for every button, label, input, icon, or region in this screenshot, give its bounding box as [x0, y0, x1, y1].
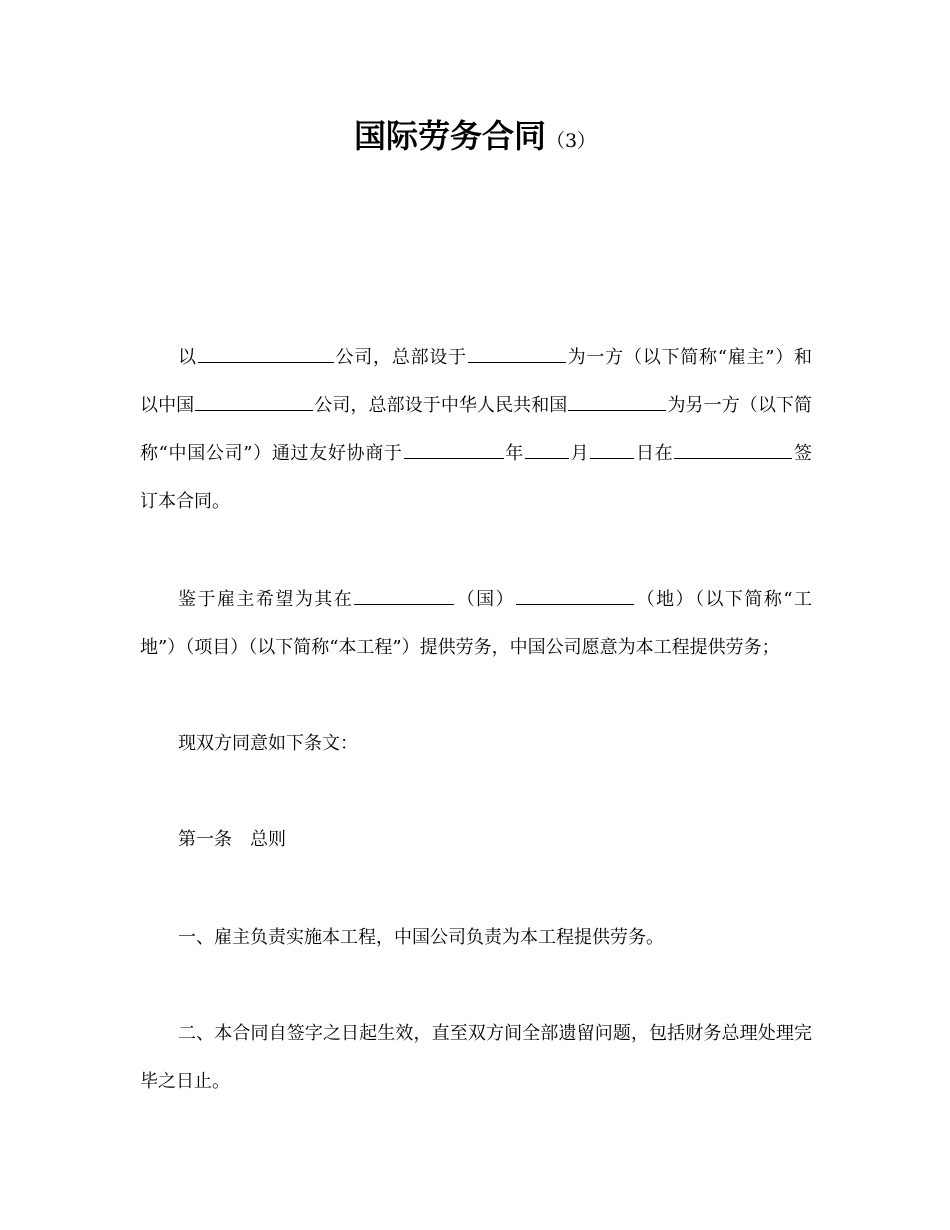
preamble-text: 年 [504, 443, 524, 464]
whereas-text: （地）（以下简称“工地”）（项目）（以下简称“本工程”）提供劳务，中国公司愿意为本工程提供劳务； [140, 589, 813, 658]
clause-one: 一、雇主负责实施本工程，中国公司负责为本工程提供劳务。 [178, 927, 664, 948]
preamble-text: 月 [569, 443, 590, 464]
signing-place-blank [674, 436, 792, 459]
preamble-text: 为一方（以下简称“雇主”）和以中国 [140, 347, 813, 416]
year-blank [404, 436, 504, 459]
preamble-text: 公司，总部设于中华人民共和国 [314, 395, 568, 416]
title-text: 国际劳务合同 [353, 117, 546, 155]
agreement-paragraph: 现双方同意如下条文： [178, 733, 358, 754]
location-blank [516, 582, 634, 605]
chinese-company-blank [195, 388, 313, 411]
chinese-hq-blank [568, 388, 666, 411]
preamble-paragraph [140, 334, 812, 526]
article-one-heading: 第一条 总则 [178, 829, 286, 850]
preamble-text: 日在 [635, 443, 674, 464]
month-blank [525, 436, 569, 459]
whereas-paragraph [140, 576, 812, 672]
clause-two: 二、本合同自签字之日起生效，直至双方间全部遗留问题，包括财务总理处理完毕之日止。 [140, 1023, 812, 1092]
preamble-text: 签订本合同。 [140, 443, 813, 512]
document-title [0, 112, 950, 166]
preamble-text: 公司，总部设于 [334, 347, 467, 368]
employer-hq-blank [468, 340, 566, 363]
whereas-text: 鉴于雇主希望为其在 [178, 589, 354, 610]
title-suffix: （3） [545, 130, 597, 152]
whereas-text: （国） [455, 589, 516, 610]
preamble-text: 为另一方（以下简称“中国公司”）通过友好协商于 [140, 395, 813, 464]
country-blank [354, 582, 454, 605]
preamble-text: 以 [178, 347, 197, 368]
day-blank [590, 436, 634, 459]
employer-company-blank [198, 340, 334, 363]
